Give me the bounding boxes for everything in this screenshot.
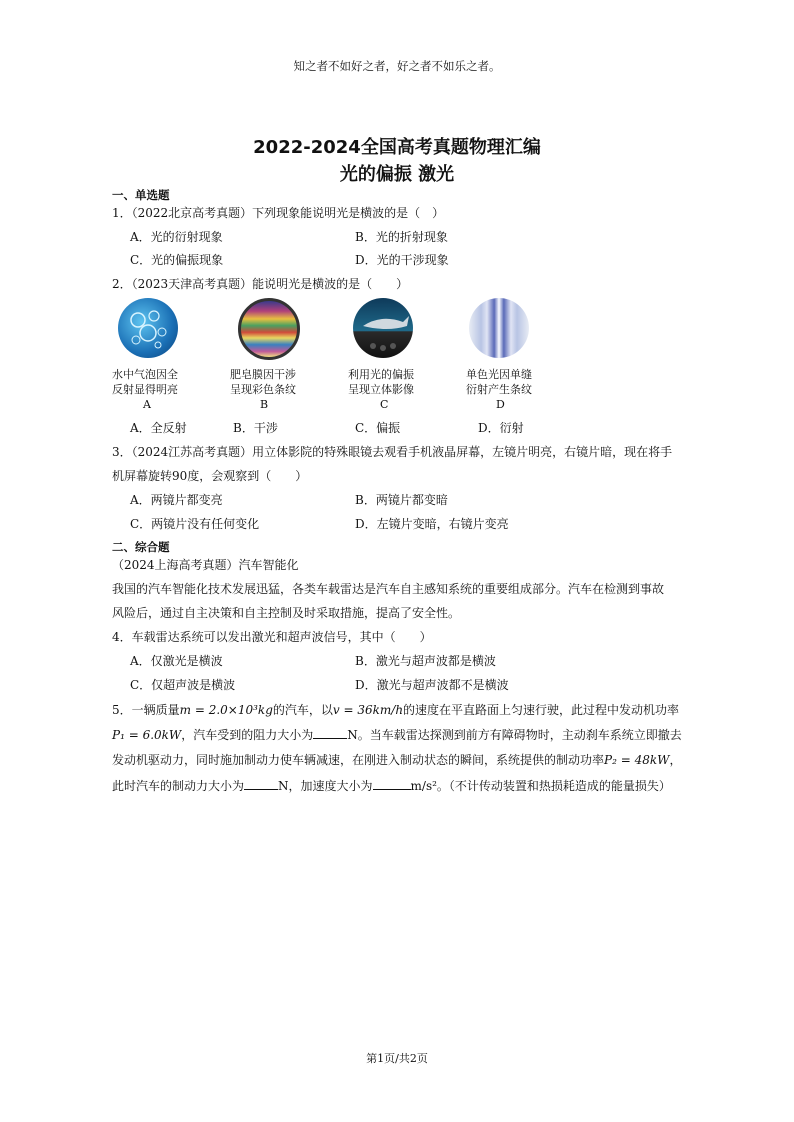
caption-c-line2: 呈现立体影像 <box>348 383 414 396</box>
soap-film-image <box>238 298 300 360</box>
q5-text-1c: 的速度在平直路面上匀速行驶，此过程中发动机功率 <box>403 703 680 717</box>
caption-d-line1: 单色光因单缝 <box>466 368 532 381</box>
q5-mass: m = 2.0×10³kg <box>179 703 273 717</box>
question-2-option-d: D．衍射 <box>478 421 524 435</box>
answer-blank-3[interactable] <box>373 779 411 790</box>
q5-text-4b: N，加速度大小为 <box>278 779 373 793</box>
q5-p1: P₁ = 6.0kW <box>112 728 182 742</box>
section-single-choice: 一、单选题 <box>112 188 170 202</box>
3d-cinema-image <box>353 298 413 358</box>
question-5-line-1 <box>112 701 679 718</box>
q5-speed: v = 36km/h <box>332 703 404 717</box>
question-3-option-a: A．两镜片都变亮 <box>130 493 223 507</box>
question-1-option-c: C．光的偏振现象 <box>130 253 224 267</box>
q5-text-4a: 此时汽车的制动力大小为 <box>112 779 245 793</box>
question-3-stem-line2: 机屏幕旋转90度，会观察到（ ） <box>112 469 308 483</box>
q5-text-1a: 5．一辆质量 <box>112 703 180 717</box>
question-3-option-b: B．两镜片都变暗 <box>355 493 448 507</box>
caption-a-line1: 水中气泡因全 <box>112 368 178 381</box>
bubbles-graphic <box>118 298 178 358</box>
q5-text-2a: ，汽车受到的阻力大小为 <box>181 728 314 742</box>
question-1-option-a: A．光的衍射现象 <box>130 230 223 244</box>
section-comprehensive: 二、综合题 <box>112 540 170 554</box>
q5-p2: P₂ = 48kW <box>604 753 670 767</box>
intro-line-1: 我国的汽车智能化技术发展迅猛，各类车载雷达是汽车自主感知系统的重要组成部分。汽车在检测到事故 <box>112 582 665 596</box>
question-3-option-c: C．两镜片没有任何变化 <box>130 517 260 531</box>
question-2-option-c: C．偏振 <box>355 421 401 435</box>
question-2-stem: 2．（2023天津高考真题）能说明光是横波的是（ ） <box>112 277 409 291</box>
question-1-stem: 1．（2022北京高考真题）下列现象能说明光是横波的是（ ） <box>112 206 445 220</box>
q5-text-3b: ， <box>669 753 682 767</box>
caption-c <box>348 367 458 397</box>
page-footer: 第1页/共2页 <box>366 1052 428 1065</box>
caption-d <box>466 367 576 397</box>
answer-blank-1[interactable] <box>313 728 347 739</box>
question-1-option-b: B．光的折射现象 <box>355 230 448 244</box>
page-header-motto: 知之者不如好之者，好之者不如乐之者。 <box>293 59 501 73</box>
caption-b-line1: 肥皂膜因干涉 <box>230 368 296 381</box>
intro-line-2: 风险后，通过自主决策和自主控制及时采取措施，提高了安全性。 <box>112 606 461 620</box>
question-1-option-d: D．光的干涉现象 <box>355 253 449 267</box>
caption-a <box>112 367 222 397</box>
figure-label-c: C <box>380 398 389 411</box>
intro-source: （2024上海高考真题）汽车智能化 <box>112 558 299 572</box>
q5-text-3a: 发动机驱动力，同时施加制动力使车辆减速，在刚进入制动状态的瞬间，系统提供的制动功率 <box>112 753 605 767</box>
diffraction-image <box>469 298 529 358</box>
question-3-stem-line1: 3．（2024江苏高考真题）用立体影院的特殊眼镜去观看手机液晶屏幕，左镜片明亮，右镜片暗，现在将手 <box>112 445 673 459</box>
document-subtitle: 光的偏振 激光 <box>339 164 455 185</box>
question-4-option-d: D．激光与超声波都不是横波 <box>355 678 509 692</box>
caption-b-line2: 呈现彩色条纹 <box>230 383 296 396</box>
question-4-option-b: B．激光与超声波都是横波 <box>355 654 496 668</box>
figure-label-d: D <box>496 398 505 411</box>
caption-c-line1: 利用光的偏振 <box>348 368 414 381</box>
q5-text-4c: m/s²。（不计传动装置和热损耗造成的能量损失） <box>410 779 671 793</box>
answer-blank-2[interactable] <box>244 779 278 790</box>
document-title: 2022-2024全国高考真题物理汇编 <box>253 137 541 158</box>
q5-text-1b: 的汽车，以 <box>272 703 333 717</box>
question-4-stem: 4．车载雷达系统可以发出激光和超声波信号，其中（ ） <box>112 630 432 644</box>
shark-graphic <box>353 298 413 358</box>
caption-b <box>230 367 340 397</box>
question-4-option-a: A．仅激光是横波 <box>130 654 223 668</box>
question-5-line-4 <box>112 777 671 794</box>
question-5-line-3 <box>112 751 681 768</box>
figure-label-b: B <box>260 398 269 411</box>
question-2-option-b: B．干涉 <box>233 421 278 435</box>
q5-text-2b: N。当车载雷达探测到前方有障碍物时，主动刹车系统立即撤去 <box>347 728 682 742</box>
caption-d-line2: 衍射产生条纹 <box>466 383 532 396</box>
bubbles-image <box>118 298 178 358</box>
caption-a-line2: 反射显得明亮 <box>112 383 178 396</box>
question-5-line-2 <box>112 726 682 743</box>
question-4-option-c: C．仅超声波是横波 <box>130 678 236 692</box>
question-3-option-d: D．左镜片变暗，右镜片变亮 <box>355 517 509 531</box>
figure-label-a: A <box>143 398 151 411</box>
question-2-option-a: A．全反射 <box>130 421 187 435</box>
